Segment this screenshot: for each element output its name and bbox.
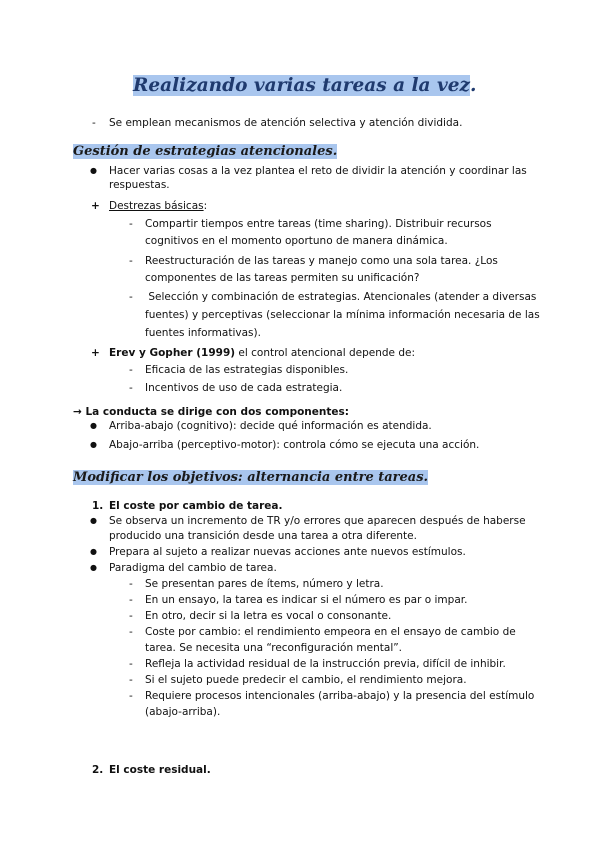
- section-heading-estrategias: [73, 143, 337, 161]
- sub-item-line: Si el sujeto puede predecir el cambio, el rendimiento mejora.: [145, 674, 467, 686]
- bullet-dot: ●: [90, 421, 97, 430]
- sub-dash: -: [129, 658, 133, 670]
- bullet-text-line: Hacer varias cosas a la vez plantea el reto de dividir la atención y coordinar las: [109, 165, 527, 177]
- bullet-dot: ●: [90, 440, 97, 449]
- sub-dash: -: [129, 291, 133, 303]
- sub-dash: -: [129, 690, 133, 702]
- sub-item-line: componentes de las tareas permiten su unificación?: [145, 272, 420, 284]
- sub-item-line: Se presentan pares de ítems, número y letra.: [145, 578, 384, 590]
- page-title-period: .: [470, 75, 477, 96]
- sub-dash: -: [129, 218, 133, 230]
- sub-item-line: En un ensayo, la tarea es indicar si el número es par o impar.: [145, 594, 468, 606]
- intro-text: Se emplean mecanismos de atención selectiva y atención dividida.: [109, 117, 463, 129]
- destrezas-label: Destrezas básicas: [109, 200, 204, 212]
- bullet-text-line: Prepara al sujeto a realizar nuevas acciones ante nuevos estímulos.: [109, 546, 466, 558]
- sub-item-line: Coste por cambio: el rendimiento empeora en el ensayo de cambio de: [145, 626, 516, 638]
- bullet-text-line: respuestas.: [109, 179, 170, 191]
- sub-dash: -: [129, 594, 133, 606]
- sub-item-line: fuentes informativas).: [145, 327, 261, 339]
- bullet-text-line: Paradigma del cambio de tarea.: [109, 562, 277, 574]
- section-heading-objetivos: [73, 469, 428, 487]
- bullet-dot: ●: [90, 563, 97, 572]
- sub-dash: -: [129, 382, 133, 394]
- sub-item-line: Compartir tiempos entre tareas (time sharing). Distribuir recursos: [145, 218, 492, 230]
- sub-dash: -: [129, 674, 133, 686]
- numbered-marker: 2.: [92, 764, 104, 776]
- erev-text: el control atencional depende de:: [235, 347, 416, 359]
- bullet-text-line: Se observa un incremento de TR y/o errores que aparecen después de haberse: [109, 515, 526, 527]
- bullet-dot: ●: [90, 516, 97, 525]
- intro-dash: -: [92, 117, 96, 129]
- numbered-item-title: El coste residual.: [109, 764, 211, 776]
- sub-item-line: cognitivos en el momento oportuno de manera dinámica.: [145, 235, 448, 247]
- erev-line: [109, 345, 415, 361]
- sub-item-line: Incentivos de uso de cada estrategia.: [145, 382, 343, 394]
- sub-item-line: Requiere procesos intencionales (arriba-abajo) y la presencia del estímulo: [145, 690, 535, 702]
- sub-item-line: fuentes) y perceptivas (seleccionar la mínima información necesaria de las: [145, 309, 540, 321]
- section-heading-objetivos-text: Modificar los objetivos: alternancia entre tareas.: [73, 470, 429, 485]
- sub-item-line: Selección y combinación de estrategias. Atencionales (atender a diversas: [145, 291, 537, 303]
- sub-item-line: (abajo-arriba).: [145, 706, 221, 718]
- sub-item-line: tarea. Se necesita una “reconfiguración mental”.: [145, 642, 403, 654]
- plus-marker: +: [91, 347, 100, 359]
- sub-item-line: En otro, decir si la letra es vocal o consonante.: [145, 610, 392, 622]
- page-title: [133, 74, 476, 98]
- destrezas-heading: [109, 198, 207, 214]
- sub-item-line: Reestructuración de las tareas y manejo como una sola tarea. ¿Los: [145, 255, 498, 267]
- sub-dash: -: [129, 364, 133, 376]
- bullet-text-line: Arriba-abajo (cognitivo): decide qué información es atendida.: [109, 420, 432, 432]
- numbered-marker: 1.: [92, 500, 104, 512]
- page-title-text: Realizando varias tareas a la vez: [133, 75, 471, 96]
- sub-dash: -: [129, 578, 133, 590]
- sub-item-line: Refleja la actividad residual de la instrucción previa, difícil de inhibir.: [145, 658, 506, 670]
- erev-citation: Erev y Gopher (1999): [109, 347, 236, 359]
- numbered-item-title: El coste por cambio de tarea.: [109, 500, 283, 512]
- sub-dash: -: [129, 626, 133, 638]
- sub-dash: -: [129, 610, 133, 622]
- bullet-text-line: Abajo-arriba (perceptivo-motor): controla cómo se ejecuta una acción.: [109, 439, 480, 451]
- plus-marker: +: [91, 200, 100, 212]
- bullet-dot: ●: [90, 166, 97, 175]
- bullet-text-line: producido una transición desde una tarea a otra diferente.: [109, 530, 417, 542]
- section-heading-estrategias-text: Gestión de estrategias atencionales.: [73, 144, 338, 159]
- sub-dash: -: [129, 255, 133, 267]
- bullet-dot: ●: [90, 547, 97, 556]
- sub-item-line: Eficacia de las estrategias disponibles.: [145, 364, 349, 376]
- destrezas-colon: :: [203, 200, 208, 212]
- conducta-heading: → La conducta se dirige con dos componentes:: [73, 406, 349, 418]
